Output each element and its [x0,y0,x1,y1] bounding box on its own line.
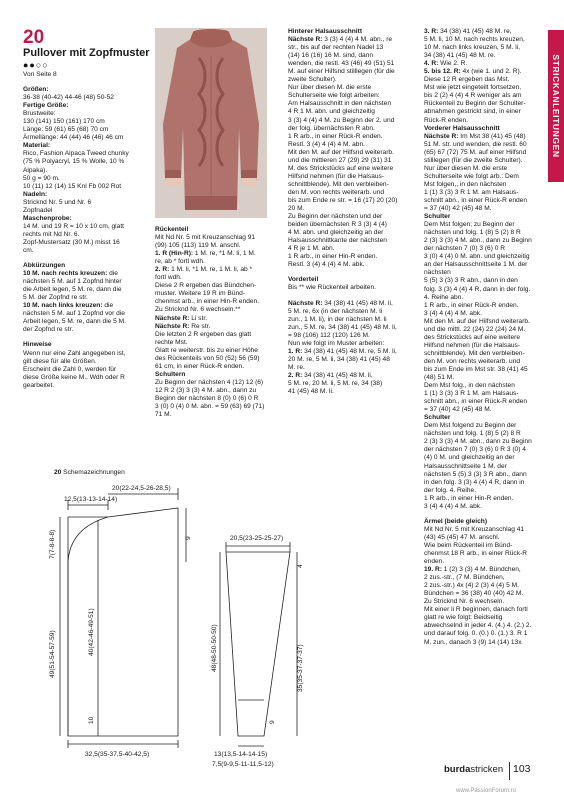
length-value: Länge: 59 (61) 65 (68) 70 cm [23,126,109,134]
shoulder-line: 12 R 2 (3) 3 (3) 4 M. abn., dann zu [155,386,257,394]
c4-line: Mit den M. auf der Hilfsnd weiterarb. [424,317,530,325]
neck-line: und die mittleren 27 (29) 29 (31) 31 [288,156,392,164]
sleeve-schematic [220,542,297,746]
page-reference: Von Seite 8 [23,71,57,78]
front-line: zun., 5 M. re, 34 (38) 41 (45) 48 M. li, [288,323,397,331]
front-line: M. re. [288,363,305,371]
finished-size-heading: Fertige Größe: [23,102,69,110]
body-top-width: 20(22-24,5-26-28,5) [112,485,171,492]
c4-line: der nächsten 7 (0) 3 (6) 0 R 3 (0) 4 [424,446,526,454]
section-tab: STRICKANLEITUNGEN [548,30,564,182]
gauge-line: rechts mit Nd Nr. 6. [23,230,80,238]
needles-heading: Nadeln: [23,190,48,198]
row-2: 2. R: 1 M. li, *1 M. re, 1 M. li, ab * [155,266,253,274]
back-line: rechte Mst. [155,338,188,346]
c4-line: schnitt abn., in einer Rück-R enden [424,398,527,406]
c4-line: 1 (1) 3 (3) 3 R 1 M. am Halsaus- [424,390,519,398]
sleeve-cuff-width: 13(13,5-14-14-15) [214,751,268,758]
back-line: Die letzten 2 R ergeben das glatt [155,330,252,338]
c4-line: der nächsten 7 (0) 3 (6) 0 R [424,245,505,253]
c4-line: (4) 0 M. und gleichzeitig an der [424,454,515,462]
front-line: 41 (45) 48 M. li. [288,388,334,396]
neck-line: bis zum Ende re str. = 16 (17) 20 (20) [288,196,398,204]
hint-line: Wenn nur eine Zahl angegeben ist, [23,349,126,357]
c4-line: an der Halsausschnittseite 1 M. der [424,261,528,269]
sweater-photo [155,28,267,218]
neck-line: zweite Schulter). [288,76,337,84]
column-4 [424,28,542,647]
front-heading: Vorderteil [288,276,319,284]
c4-line: Wie beim Rückenteil im Bünd- [424,541,513,549]
neck-line: Halsausschnittkante der nächsten [288,237,387,245]
bust-label: Brustweite: [23,110,56,118]
abbr-cross-right: 10 M. nach rechts kreuzen: die [23,270,118,278]
c4-line: Mst folgen,, in den nächsten [424,180,507,188]
c4-line: 3 (0) 4 (4) 0 M. abn. und gleichzeitig [424,253,530,261]
column-2 [155,226,267,419]
neck-line: der folg. übernächsten R abn. [288,124,375,132]
c4-line: der folg. 4. Reihe. [424,486,477,494]
front-line: 5 M. re, 6x (in der nächsten M. li [288,307,383,315]
sleeve-top-width: 20,5(23-25-25-27) [230,535,284,542]
difficulty-rating: ●●○○ [23,60,49,70]
front-line: 5 M. re, 20 M. li, 5 M. re, 34 (38) [288,379,383,387]
neck-line: den M. von rechts weiterarb. und [288,188,385,196]
c4-line: chenmst 18 R arb., in einer Rück-R [424,550,527,557]
c4-line: bis zum Ende im Mst str. 38 (41) 45 [424,365,528,373]
column-3 [288,28,404,396]
needles-line: Zopfnadel [23,206,53,214]
c4-line: abwechselnd in jeder 4. (4.) 4. (2.) 2. [424,622,532,630]
c4-line: Mit einer li R beginnen, danach fortl [424,606,528,614]
c4-line: abnahmen gestrickt sind, in einer [424,108,521,116]
c4-line: Mst wie jetzt eingeteilt fortsetzen, [424,84,522,92]
c4-line: = 37 (40) 42 (45) 48 M. [424,205,492,213]
neck-row: Nächste R: 3 (3) 4 (4) 4 M. abn., re [288,36,393,44]
body-shoulder-width: 12,5(13-13-14-14) [64,496,118,503]
back-line: chenmst arb., in einer Hin-R enden. [155,298,260,306]
c4-line: den M. von rechts weiterarb. und [424,357,521,365]
c4-line: Hilfsnd nehmen (für die Halsaus- [424,341,521,349]
neck-line: (14) 16 (16) 16 M. sind, dann [288,52,374,60]
c4-line: 1 R arb., in einer Hin-R enden. [424,494,514,502]
sleeve-cuff-width-2: 7,5(9-9,5-11-11,5-12) [212,761,274,768]
neck-line: 1 R arb., in einer Hin-R enden. [288,253,378,261]
shoulder-line: Beginn der nächsten 8 (0) 0 (6) 0 R [155,394,259,402]
neck-line: beiden übernächsten R 3 (3) 4 (4) [288,221,387,229]
abbr-line: der Zopfnd re str. [23,326,74,334]
c4-line: 1 (1) 3 (3) 3 R 1 M. am Halsaus- [424,188,519,196]
abbreviations-heading: Abkürzungen [23,262,66,270]
sizes-text: 36-38 (40-42) 44-46 (48) 50-52 [23,94,114,102]
neck-line: 1 R arb., in einer Rück-R enden. [288,132,383,140]
abbr-line: nächsten 5 M. auf 1 Zopfnd vor die [23,310,125,318]
c4-line: 3 (4) 4 (4) 4 M. abk. [424,309,482,317]
neck-line: str., bis auf der rechten Nadel 13 [288,44,384,52]
c4-line: Halsausschnittseite 1 M. der [424,462,507,470]
back-line: (99) 105 (113) 119 M. anschl. [155,242,241,250]
body-schematic [60,488,186,748]
c4-line: M. zun., danach 3 (9) 14 (14) 13x [424,638,522,646]
row-1: 1. R (Hin-R): 1 M. re, *1 M. li, 1 M. [155,250,256,258]
abbr-cross-left: 10 M. nach links kreuzen: die [23,302,114,310]
pattern-title: Pullover mit Zopfmuster [23,47,150,59]
c4-row: 19. R: 1 (2) 3 (3) 4 M. Bündchen, [424,566,521,574]
c4-line: 5 M. li, 10 M. nach rechts kreuzen, [424,36,525,44]
front-row: 1. R: 34 (38) 41 (45) 48 M. re, 5 M. li, [288,347,397,355]
hint-line: diese Größe keine M., Wdh oder R [23,373,125,381]
neck-line: Zu Beginn der nächsten und der [288,213,383,221]
shoulder-line: Zu Beginn der nächsten 4 (12) 12 (6) [155,378,264,386]
sleeve-bottom-small: 9 [269,720,276,724]
body-bottom-width: 32,5(35-37,5-40-42,5) [85,751,150,758]
front-line: Bis ** wie Rückenteil arbeiten. [288,284,376,292]
c4-line: stilllegen (für die zweite Schulter). [424,156,523,164]
neck-line: M. auf einer Hilfsnd stilllegen (für die [288,68,395,76]
shoulder-line: 3 (0) 0 (4) 0 M. abn. = 59 (63) 69 (71) [155,403,265,411]
hints-heading: Hinweise [23,341,52,349]
c4-line: 51 M. str. und wenden, die restl. 60 [424,140,527,148]
c4-line: 2 zus.-str., (7 M. Bündchen, [424,574,505,582]
c4-line: 34 (38) 41 (45) 48 M. re. [424,52,496,60]
c4-line: 4. Reihe abn. [424,293,464,301]
c4-line: schnitt abn., in einer Rück-R enden [424,196,527,204]
abbr-line: nächsten 5 M. auf 1 Zopfnd hinter [23,278,122,286]
back-line: 61 cm, in einer Rück-R enden. [155,362,245,370]
pattern-number: 20 [23,27,45,48]
neck-line: Restl. 3 (4) 4 (4) 4 M. abn. [288,140,365,148]
c4-line: Nur über diesen M. die erste [424,164,508,172]
c4-line: Dem Mst folgen; zu Beginn der [424,221,515,229]
back-line: Diese 2 R ergeben das Bündchen- [155,282,257,290]
abbr-line: Arbeit legen, 5 M. re, dann die 5 M. [23,318,126,326]
c4-line: und die mittl. 22 (24) 22 (24) 24 M. [424,325,526,333]
back-line: re, ab * fortl wdh. [155,258,205,266]
sizes-heading: Größen: [23,86,49,94]
neck-line: Restl. 3 (4) 4 (4) 4 M. abk. [288,261,365,269]
neck-line: Mit den M. auf der Hilfsnd weiterarb. [288,148,394,156]
sleeve-length-value: Ärmellänge: 44 (44) 46 (46) 46 cm [23,134,124,142]
material-line: (75 % Polyacryl, 15 % Wolle, 10 % [23,158,125,166]
c4-line: schnittblende). Mit den verbleiben- [424,349,525,357]
gauge-line: 14 M. und 19 R = 10 x 10 cm, glatt [23,222,124,230]
c4-line: des Strickstücks auf eine weitere [424,333,521,341]
sleeve-right-length: 35(35-37-37-37) [297,644,304,692]
material-line: Rico, Fashion Alpaca Tweed chunky [23,150,129,158]
row-5-12: 5. bis 12. R: 4x (wie 1. und 2. R). [424,68,522,76]
body-cuff-height: 10 [88,716,95,724]
c4-line: bis 2 (2) 4 (4) 4 R weniger als am [424,92,522,100]
c4-line: Rück-R enden. [424,116,468,124]
c4-line: 3 (4) 4 (4) 4 M. abk. [424,502,482,510]
brand-name: burdastricken [444,764,504,775]
c4-line: 2 zus.-str.) 4x (4) 2 (3) 4 (4) 5 M. [424,582,519,590]
c4-line: glatt re wie folgt: Beidseitig [424,614,503,622]
page-number: 103 [513,763,531,775]
neck-line: 20 M. [288,205,305,213]
c4-line: nächsten und folg. 1 (8) 5 (2) 8 R [424,229,521,237]
next-row: Nächste R: Li str. [155,314,208,322]
body-armhole-depth: 7(7-8-8-8) [49,529,56,559]
c4-line: 5 (5) 3 (3) 3 R abn., dann in den [424,277,518,285]
neck-line: 3 (3) 4 (4) 4 M. zu Beginn der 2. und [288,116,395,124]
back-line: fortl wdh. [155,274,182,282]
sleeve-right-small: 4 [297,564,304,568]
neck-line: 4 R je 1 M. abn. [288,245,335,253]
neck-line: 4 R 1 M. abn. und gleichzeitig [288,108,375,116]
shoulder-heading: Schulter [424,213,451,221]
c4-line: nächsten [424,269,451,277]
back-line: muster. Weitere 19 R im Bünd- [155,290,246,298]
body-center-length: 40(42-46-49-51) [88,608,95,656]
c4-line: (65) 67 (72) 75 M. auf einer Hilfsnd [424,148,527,156]
body-right-small: 9 [185,536,192,540]
c4-line: folg. 3 (3) 4 (4) 4 R, dann in der folg. [424,285,531,293]
back-line: Mit Nd Nr. 5 mit Kreuzanschlag 91 [155,234,256,242]
c4-line: (48) 51 M. [424,374,455,382]
front-row: Nächste R: 34 (38) 41 (45) 48 M. li, [288,299,393,307]
front-line: = 98 (106) 112 (120) 126 M. [288,331,370,339]
gauge-line: cm. [23,246,34,254]
shoulder-line: 71 M. [155,411,172,419]
c4-line: enden. [424,558,445,566]
shoulders-heading: Schultern [155,370,186,378]
c4-line: Dem Mst folg., in den nächsten [424,382,515,390]
sleeve-heading: Ärmel (beide gleich) [424,517,488,525]
back-line: Zu Stricknd Nr. 6 wechseln.** [155,306,241,314]
c4-line: (43) 45 (45) 47 M. anschl. [424,533,500,541]
neck-line: Nur über diesen M. die erste [288,84,372,92]
c4-line: 1 R arb., in einer Rück-R enden. [424,301,519,309]
footer-separator [509,762,510,780]
column-1 [23,28,151,390]
neck-line: Hilfsnd nehmen (für die Halsaus- [288,172,385,180]
neck-line: Am Halsausschnitt in den nächsten [288,100,391,108]
neck-line: schnittblende). Mit den verbleiben- [288,180,389,188]
material-line: 10 (11) 12 (14) 15 Knl Fb 002 Rot [23,182,122,190]
c4-line: 2 (3) 3 (3) 4 M. abn., dann zu Beginn [424,438,532,446]
front-row: 2. R: 34 (38) 41 (45) 48 M. li, [288,371,373,379]
c4-line: Mit Nd Nr. 5 mit Kreuzanschlag 41 [424,525,525,533]
shoulder-heading-2: Schulter [424,414,451,422]
neck-line: 4 M. abn. und gleichzeitig an der [288,229,384,237]
front-neck-heading: Vorderer Halsausschnitt [424,124,500,132]
back-heading: Rückenteil [155,226,189,233]
c4-line: in den folg. 3 (3) 4 (4) 4 R, dann in [424,478,525,486]
row-3: 3. R: 34 (38) 41 (45) 48 M. re, [424,28,512,35]
c4-line: Schulterseite wie folgt arb.: Dem [424,172,519,180]
c4-row: Nächste R: Im Mst 38 (41) 45 (48) [424,132,526,140]
body-side-length: 49(51-54-57-59) [49,630,56,678]
material-heading: Material: [23,142,51,150]
neck-line: Schulterseite wie folgt arbeiten: [288,92,380,100]
neck-line: wenden, die restl. 43 (46) 49 (51) 51 [288,60,395,68]
gauge-heading: Maschenprobe: [23,214,72,222]
hint-line: gearbeitet. [23,381,55,389]
material-line: Alpaka). [23,166,48,174]
c4-line: nächsten und folg. 1 (8) 5 (2) 8 R [424,430,521,438]
c4-line: 10 M. nach links kreuzen, 5 M. li, [424,44,521,52]
c4-line: = 37 (40) 42 (45) 48 M. [424,406,492,414]
front-line: 20 M. re, 5 M. li, 34 (38) 41 (45) 48 [288,355,390,363]
c4-line: nächsten 5 (5) 3 (3) 3 R abn., dann [424,470,527,478]
schematic-label: 20 Schemazeichnungen [54,469,125,476]
c4-line: Dem Mst folgend zu Beginn der [424,422,517,430]
gauge-line: Zopf-Mustersatz (30 M.) misst 16 [23,238,120,246]
neck-line: M. des Strickstücks auf eine weitere [288,164,394,172]
back-line: des Rückenteils von 50 (52) 56 (59) [155,354,260,362]
c4-line: und darauf folg. 0. (0.) 0. (1.) 3. R 1 [424,630,528,638]
bust-value: 130 (141) 150 (161) 170 cm [23,118,105,126]
next-row: Nächste R: Re str. [155,322,211,330]
hint-line: Erscheint die Zahl 0, werden für [23,365,117,373]
sweater-illustration [155,28,267,218]
c4-line: Zu Stricknd Nr. 6 wechseln. [424,598,505,606]
abbr-line: 5 M. der Zopfnd re str. [23,294,88,302]
front-line: zun., 1 M. li), in der nächsten M. li [288,315,387,323]
c4-line: Diese 12 R ergeben das Mst. [424,76,510,84]
sleeve-length: 48(48-50-50-50) [211,624,218,672]
material-line: 50 g = 90 m. [23,174,60,182]
needles-line: Stricknd Nr. 5 und Nr. 6 [23,198,92,206]
row-4: 4. R: Wie 2. R. [424,60,468,68]
back-neck-heading: Hinterer Halsausschnitt [288,28,363,35]
back-line: Glatt re weiterstr. bis zu einer Höhe [155,346,258,354]
c4-line: 2 (3) 3 (3) 4 M. abn., dann zu Beginn [424,237,532,245]
c4-line: Bündchen = 36 (38) 40 (40) 42 M. [424,590,524,598]
watermark-url: www.PassionForum.ru [456,788,517,794]
c4-line: Rückenteil zu Beginn der Schulter- [424,100,526,108]
abbr-line: die Arbeit legen, 5 M. re, dann die [23,286,122,294]
schematic-drawings [0,460,420,785]
hint-line: gilt diese für alle Größen. [23,357,97,365]
front-line: Nun wie folgt im Muster arbeiten: [288,339,385,347]
